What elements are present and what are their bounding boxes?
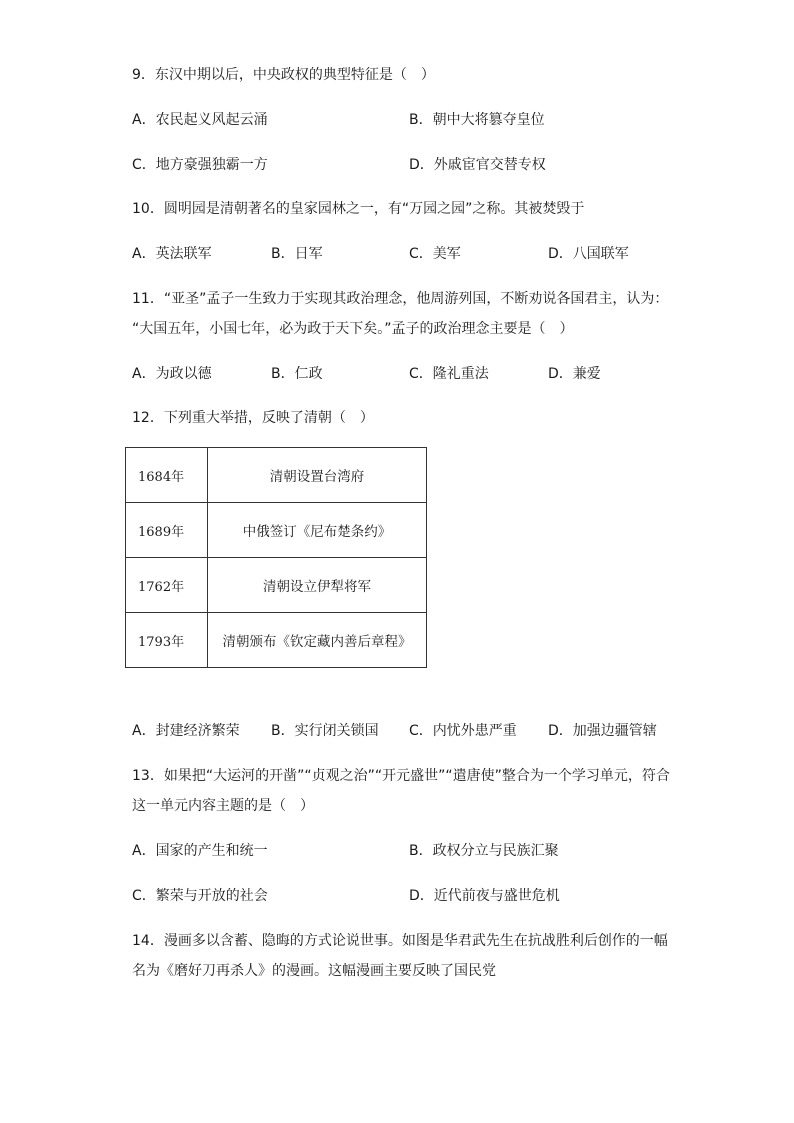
question-13-option-c: C．繁荣与开放的社会 — [132, 888, 268, 904]
question-10-option-b: B．日军 — [271, 246, 323, 262]
question-13-option-a: A．国家的产生和统一 — [132, 843, 268, 859]
question-12-option-b: B．实行闭关锁国 — [271, 723, 379, 739]
question-12-stem: 12．下列重大举措，反映了清朝（ ） — [132, 410, 374, 426]
question-13-option-d: D．近代前夜与盛世危机 — [409, 888, 560, 904]
question-11-stem-line-1: 11．“亚圣”孟子一生致力于实现其政治理念，他周游列国，不断劝说各国君主，认为： — [132, 291, 669, 307]
question-14-stem-line-1: 14．漫画多以含蓄、隐晦的方式论说世事。如图是华君武先生在抗战胜利后创作的一幅 — [132, 933, 668, 949]
table-event-cell: 清朝设立伊犁将军 — [208, 558, 427, 613]
question-13-stem-line-1: 13．如果把“大运河的开凿”“贞观之治”“开元盛世”“遣唐使”整合为一个学习单元，符合 — [132, 768, 670, 784]
question-13-stem-line-2: 这一单元内容主题的是（ ） — [132, 798, 314, 814]
question-10-stem: 10．圆明园是清朝著名的皇家园林之一，有“万园之园”之称。其被焚毁于 — [132, 201, 585, 217]
question-11-option-a: A．为政以德 — [132, 366, 212, 382]
question-10-option-d: D．八国联军 — [548, 246, 629, 262]
question-14-stem-line-2: 名为《磨好刀再杀人》的漫画。这幅漫画主要反映了国民党 — [132, 963, 496, 979]
question-9-option-a: A．农民起义风起云涌 — [132, 112, 268, 128]
question-11-option-c: C．隆礼重法 — [409, 366, 489, 382]
question-11-option-b: B．仁政 — [271, 366, 323, 382]
table-row — [126, 558, 427, 613]
table-event-cell: 清朝颁布《钦定藏内善后章程》 — [208, 613, 427, 668]
question-9-option-d: D．外戚宦官交替专权 — [409, 157, 546, 173]
question-12-option-a: A．封建经济繁荣 — [132, 723, 240, 739]
table-event-cell: 清朝设置台湾府 — [208, 448, 427, 503]
table-row — [126, 613, 427, 668]
question-12-option-d: D．加强边疆管辖 — [548, 723, 657, 739]
table-row — [126, 503, 427, 558]
question-11-stem-line-2: “大国五年，小国七年，必为政于天下矣。”孟子的政治理念主要是（ ） — [132, 321, 574, 337]
question-9-option-b: B．朝中大将篡夺皇位 — [409, 112, 545, 128]
table-year-cell: 1793年 — [126, 613, 208, 668]
table-year-cell: 1689年 — [126, 503, 208, 558]
question-12-option-c: C．内忧外患严重 — [409, 723, 517, 739]
question-12-table — [125, 447, 427, 668]
table-year-cell: 1762年 — [126, 558, 208, 613]
question-10-option-c: C．美军 — [409, 246, 461, 262]
question-9-stem: 9．东汉中期以后，中央政权的典型特征是（ ） — [132, 67, 435, 83]
table-event-cell: 中俄签订《尼布楚条约》 — [208, 503, 427, 558]
table-row — [126, 448, 427, 503]
question-9-option-c: C．地方豪强独霸一方 — [132, 157, 268, 173]
table-year-cell: 1684年 — [126, 448, 208, 503]
question-10-option-a: A．英法联军 — [132, 246, 212, 262]
question-13-option-b: B．政权分立与民族汇聚 — [409, 843, 559, 859]
question-11-option-d: D．兼爱 — [548, 366, 601, 382]
